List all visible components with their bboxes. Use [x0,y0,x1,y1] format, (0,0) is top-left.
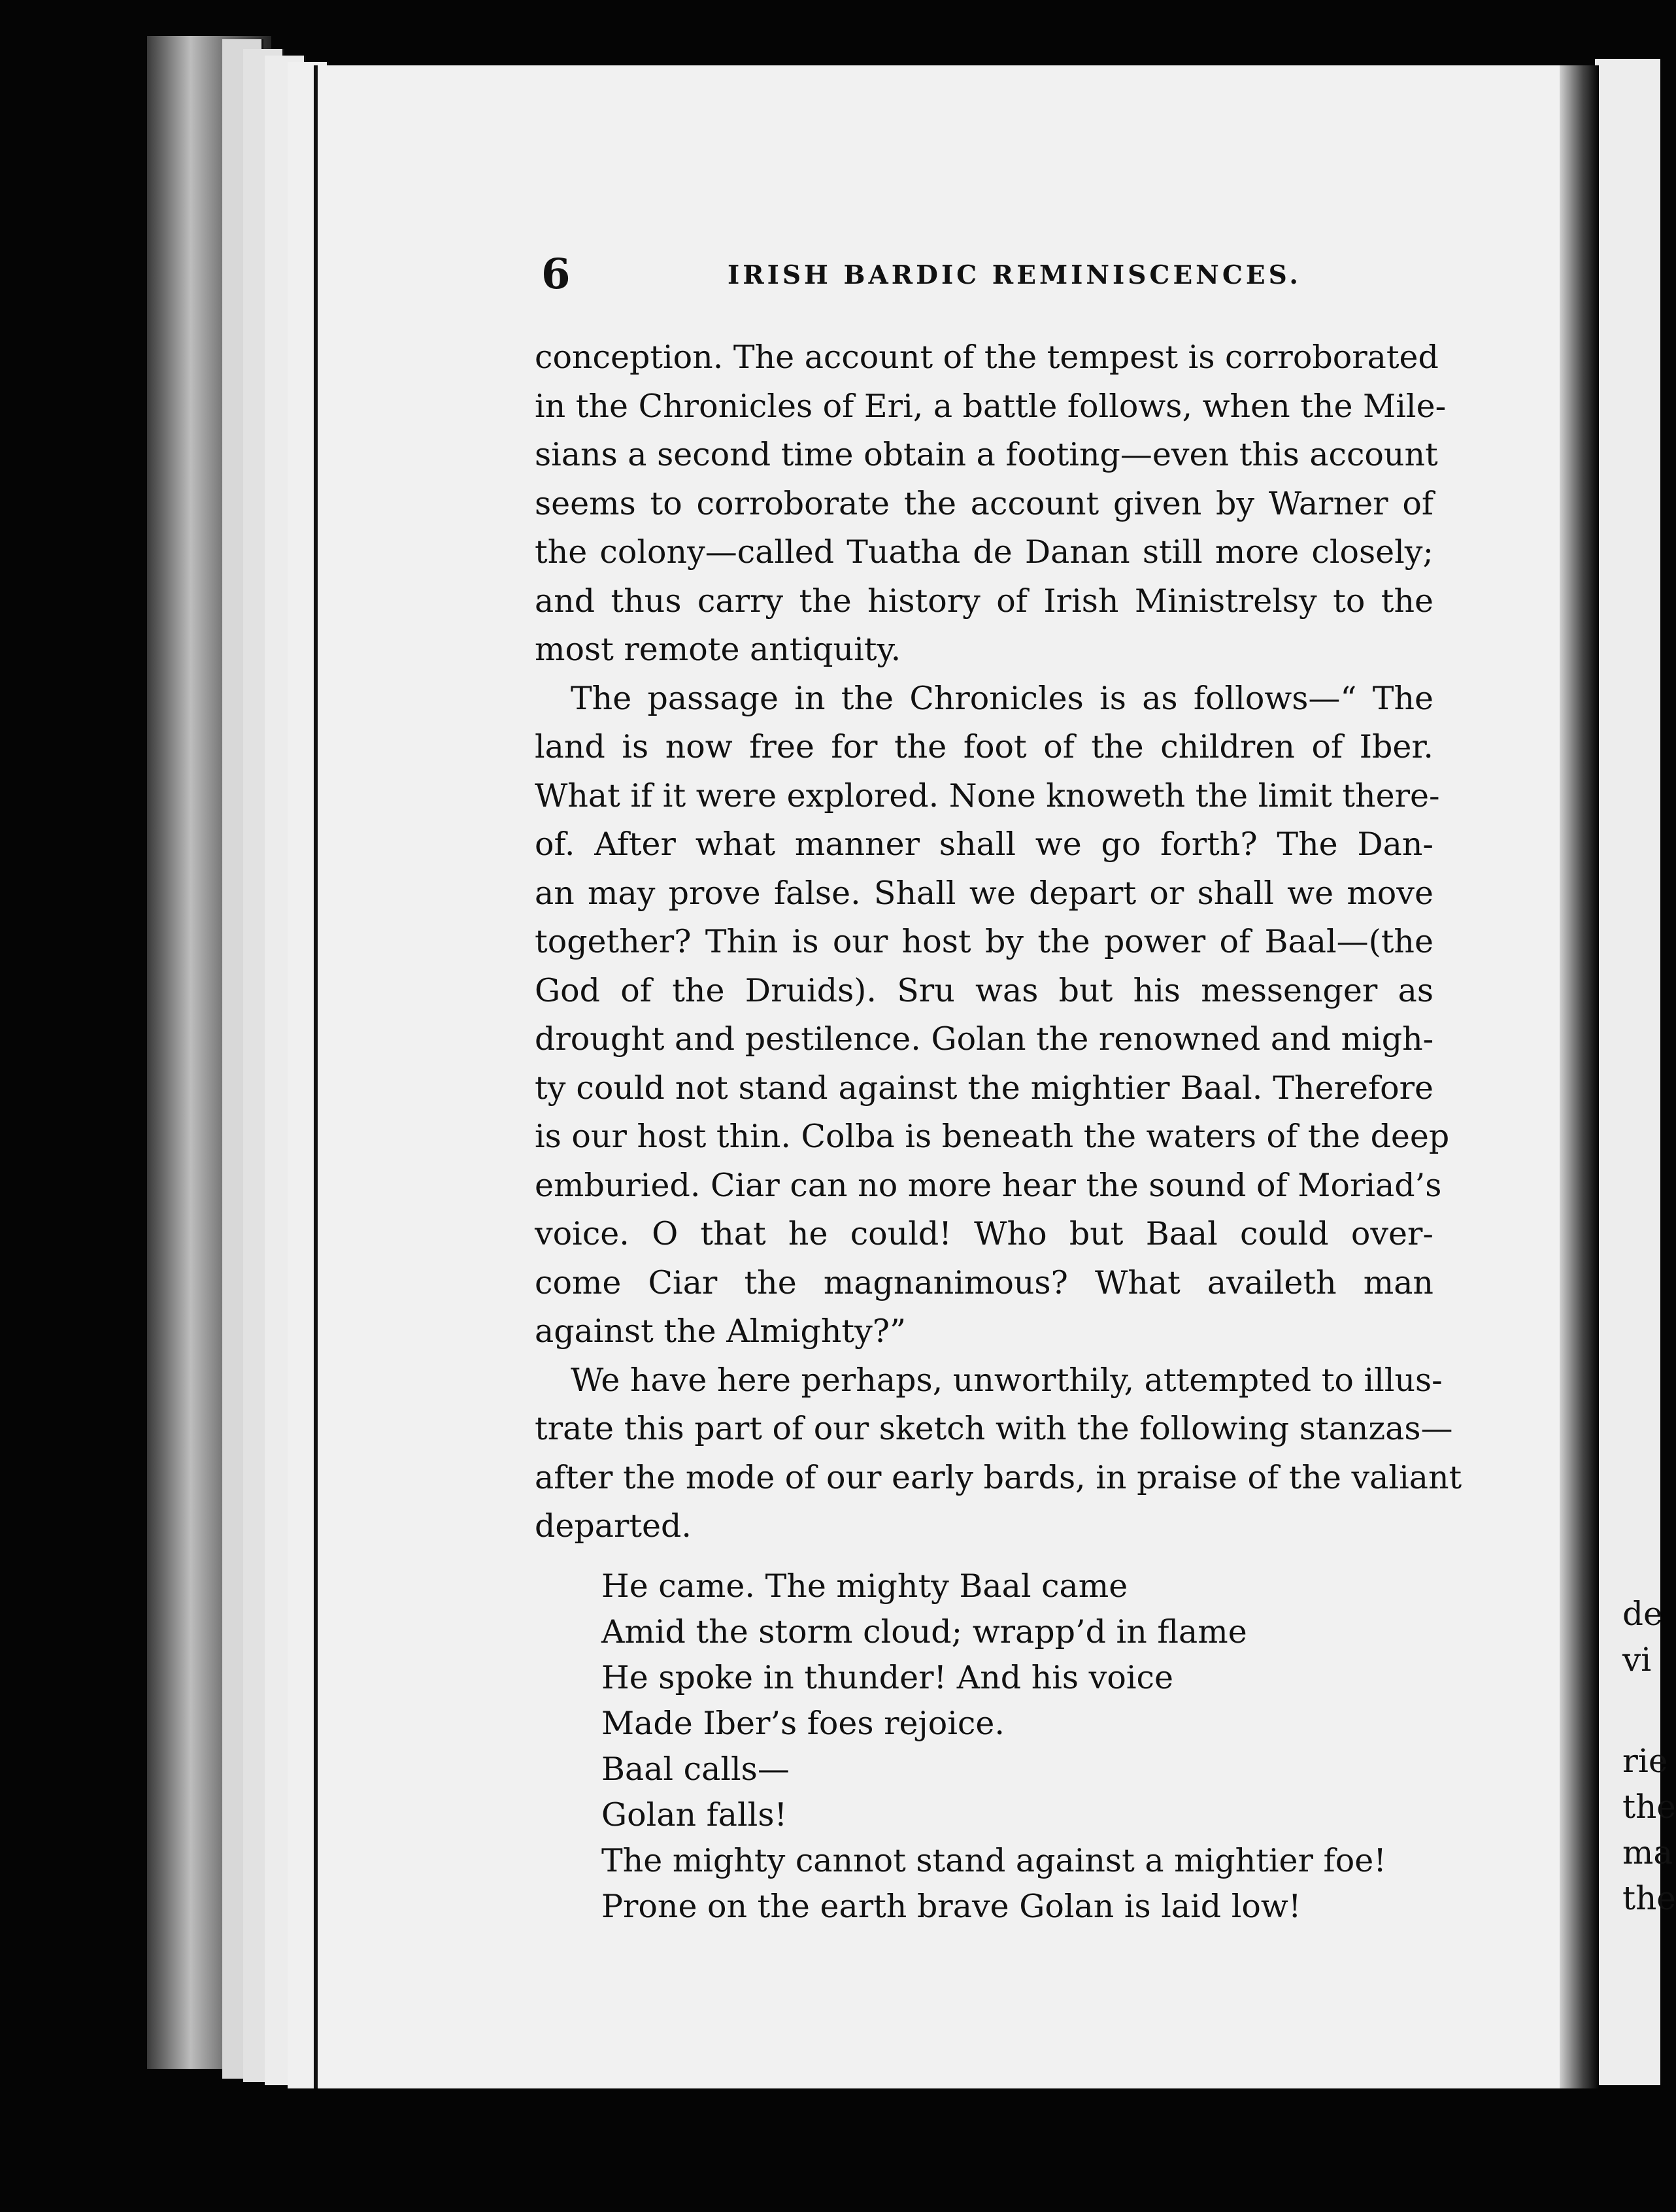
text-line: in the Chronicles of Eri, a battle follows, when the Mile- [535,387,1447,425]
text-line: most remote antiquity. [535,631,901,668]
text-line: emburied. Ciar can no more hear the sound of Moriad’s [535,1166,1442,1204]
text-line: trate this part of our sketch with the following stanzas— [535,1410,1453,1447]
text-line: together? Thin is our host by the power of Baal—(the [535,923,1433,960]
text-line: is our host thin. Colba is beneath the waters of the deep [535,1118,1450,1155]
text-line: of. After what manner shall we go forth? The Dan- [535,826,1433,863]
text-line: The passage in the Chronicles is as follows—“ The [571,679,1433,717]
body-text [535,333,1462,1551]
text-line: the colony—called Tuatha de Danan still more closely; [535,533,1433,571]
text-line: What if it were explored. None knoweth the limit there- [535,777,1440,814]
text-line: voice. O that he could! Who but Baal could over- [535,1215,1433,1252]
facing-page-fragment: ma [1622,1834,1673,1871]
facing-page-fragment: the [1622,1788,1676,1826]
text-line: an may prove false. Shall we depart or shall we move [535,874,1433,912]
running-head: IRISH BARDIC REMINISCENCES. [728,260,1301,290]
verse-line: He spoke in thunder! And his voice [601,1659,1173,1696]
facing-page-fragment: rie [1622,1742,1668,1780]
verse-line: Baal calls— [601,1751,790,1788]
page-header [541,250,1443,302]
facing-page-fragment: the [1622,1879,1676,1917]
facing-page-fragment: de [1622,1595,1663,1633]
verse-line: Prone on the earth brave Golan is laid low! [601,1888,1301,1925]
verse-stanza [601,1564,1386,1930]
verse-line: He came. The mighty Baal came [601,1567,1128,1605]
text-line: and thus carry the history of Irish Ministrelsy to the [535,582,1433,620]
verse-line: The mighty cannot stand against a mightier foe! [601,1842,1386,1879]
text-line: sians a second time obtain a footing—even this account [535,436,1438,473]
text-line: We have here perhaps, unworthily, attempted to illus- [571,1361,1443,1399]
facing-page [1595,59,1660,2085]
text-line: conception. The account of the tempest is corroborated [535,339,1439,376]
facing-page-fragment: vi [1622,1641,1652,1679]
text-line: land is now free for the foot of the children of Iber. [535,728,1433,765]
text-line: after the mode of our early bards, in praise of the valiant [535,1458,1462,1496]
text-line: ty could not stand against the mightier Baal. Therefore [535,1069,1433,1107]
text-line: drought and pestilence. Golan the renowned and migh- [535,1020,1434,1058]
verse-line: Amid the storm cloud; wrapp’d in flame [601,1613,1247,1651]
text-line: come Ciar the magnanimous? What availeth man [535,1264,1433,1301]
verse-line: Made Iber’s foes rejoice. [601,1705,1005,1742]
page-number: 6 [541,250,571,299]
text-line: departed. [535,1507,692,1545]
text-line: against the Almighty?” [535,1313,907,1350]
text-line: God of the Druids). Sru was but his messenger as [535,971,1433,1009]
verse-line: Golan falls! [601,1796,788,1834]
text-line: seems to corroborate the account given by Warner of [535,484,1433,522]
